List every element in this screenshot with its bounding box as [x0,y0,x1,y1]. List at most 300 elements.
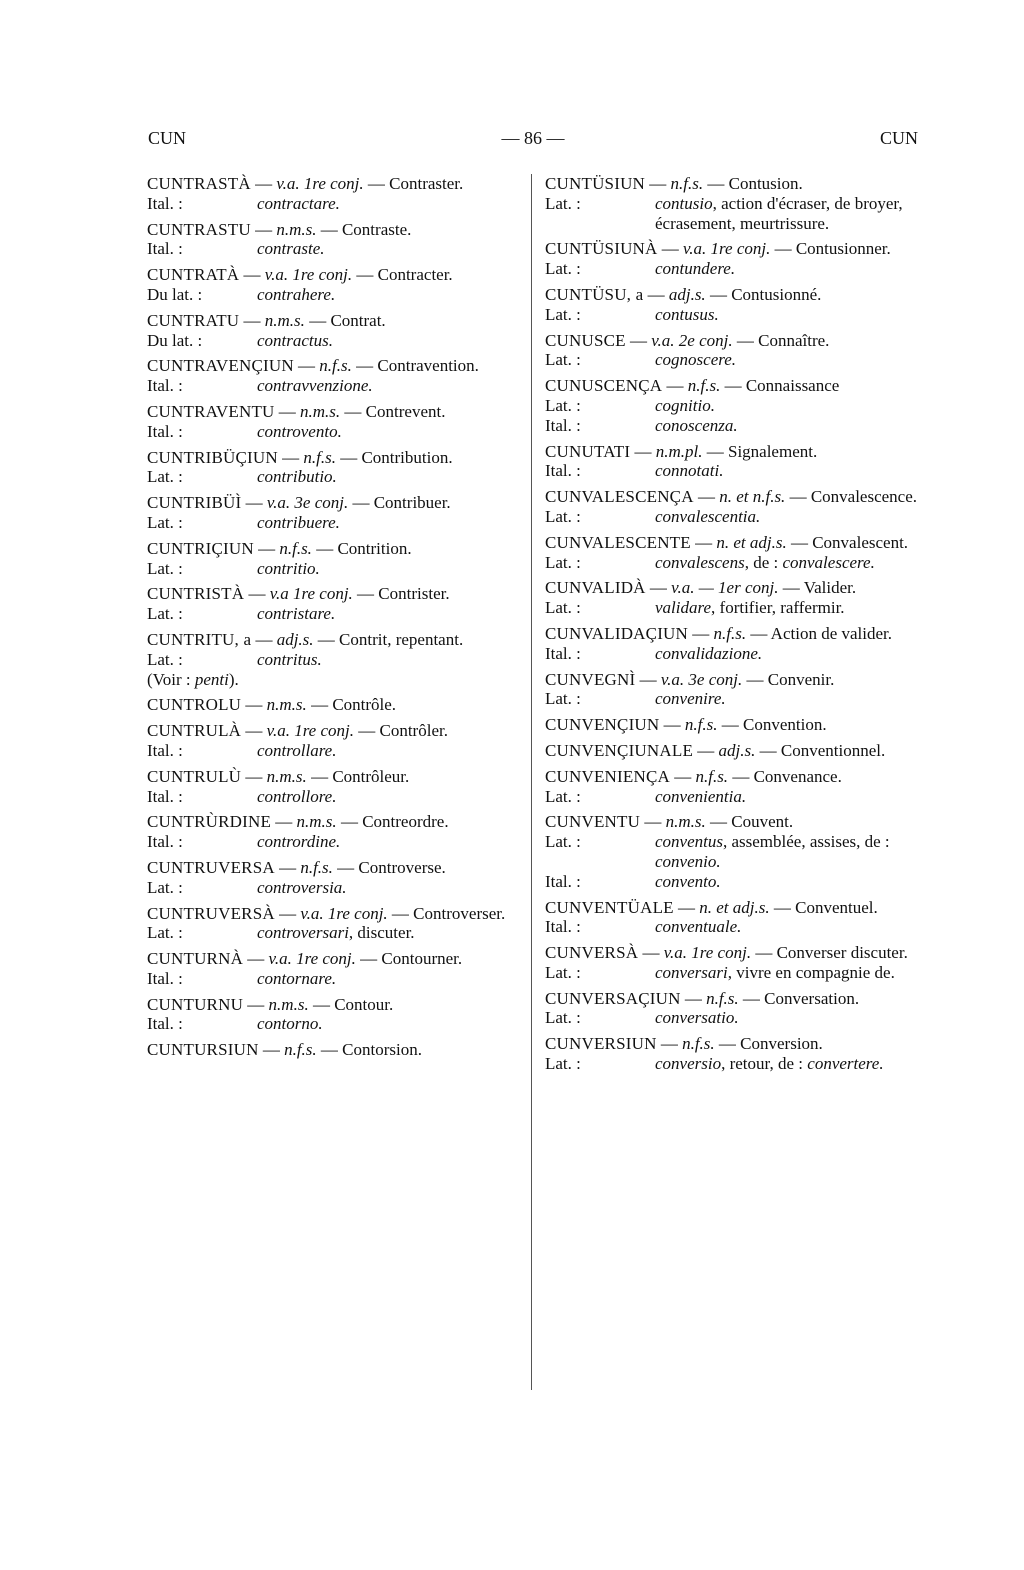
headword: CUNTRITU, a [147,629,252,649]
etymology-fragment: connotati. [655,461,724,481]
definition: Couvent. [731,812,794,832]
dictionary-entry [545,624,917,664]
definition: Contrition. [337,538,412,558]
headword: CUNTRUVERSÀ [147,903,275,923]
grammar-label: n.f.s. [670,174,704,193]
grammar-label: v.a. 1re conj. [266,721,354,741]
grammar-label: v.a. 1re conj. [663,943,752,963]
etymology-language: Lat. : [545,193,581,213]
etymology-fragment: contritio. [257,558,320,578]
etymology-language: Lat. : [545,350,581,370]
headword: CUNUSCE [545,330,626,350]
etymology-language: Lat. : [147,877,183,897]
grammar-label: n.f.s. [713,623,747,643]
etymology-line [545,832,917,872]
dictionary-entry [147,493,519,533]
etymology-line [147,604,519,624]
grammar-label: n.m.s. [266,695,307,715]
etymology-source [655,507,917,527]
headword: CUNVENÇIUNALE [545,740,694,760]
entry-headline: CUNVEGNÌ — v.a. 3e conj. — Convenir. [545,669,835,689]
headword: CUNVERSAÇIUN [545,988,681,1008]
grammar-label: n. et adj.s. [716,532,787,552]
dictionary-entry [147,539,519,579]
entry-headline: CUNTRUVERSÀ — v.a. 1re conj. — Controverser. [147,903,506,923]
etymology-fragment: contraste. [257,239,325,259]
dictionary-entry [545,442,917,482]
etymology-language: Lat. : [545,598,581,618]
etymology-fragment: conversatio. [655,1008,739,1028]
cross-reference [147,670,519,690]
etymology-fragment: contractare. [257,193,340,213]
etymology-source [655,598,917,618]
definition: Contrôle. [332,695,397,715]
etymology-line [147,878,519,898]
headword: CUNTÜSU, a [545,284,644,304]
etymology-source [257,239,519,259]
headword: CUNTRATU [147,310,240,330]
headword: CUNUSCENÇA [545,376,663,396]
grammar-label: n.f.s. [695,766,729,786]
definition: Convenir. [767,669,835,689]
etymology-fragment: , assemblée, assises, de : [722,832,890,852]
dictionary-entry [545,533,917,573]
headword: CUNVENTÜALE [545,897,674,917]
grammar-label: v.a 1re conj. [269,584,353,604]
dictionary-entry [147,356,519,396]
entry-headline: CUNTRAVENTU — n.m.s. — Contrevent. [147,401,446,421]
headword: CUNTRÙRDINE [147,812,272,832]
headword: CUNTRULÙ [147,766,242,786]
etymology-source [257,604,519,624]
etymology-language: Lat. : [545,1054,581,1074]
etymology-fragment: convento. [655,871,721,891]
entry-headline: CUNVALIDÀ — v.a. — 1er conj. — Valider. [545,578,857,598]
headword: CUNTRUVERSA [147,857,275,877]
etymology-language: Ital. : [545,415,581,435]
headword: CUNVEGNÌ [545,669,636,689]
entry-headline: CUNTRUVERSA — n.f.s. — Controverse. [147,857,446,877]
etymology-fragment: validare [655,598,712,618]
grammar-label: v.a. 1re conj. [276,174,364,193]
entry-headline: CUNTRULÙ — n.m.s. — Contrôleur. [147,766,410,786]
grammar-label: n.f.s. [284,1040,317,1060]
entry-headline: CUNTROLU — n.m.s. — Contrôle. [147,695,397,715]
etymology-language: Ital. : [147,421,183,441]
headword: CUNVENIENÇA [545,766,670,786]
etymology-source [655,553,917,573]
headword: CUNTRASTU [147,219,251,239]
etymology-fragment: controllare. [257,740,337,760]
etymology-source [257,513,519,533]
grammar-label: n.m.s. [268,994,309,1014]
entry-headline: CUNVALIDAÇIUN — n.f.s. — Action de valider. [545,623,892,643]
grammar-label: v.a. — 1er conj. [671,578,779,598]
etymology-line [545,461,917,481]
etymology-line [545,396,917,416]
etymology-fragment: contravvenzione. [257,376,373,396]
entry-headline: CUNVALESCENTE — n. et adj.s. — Convalescent. [545,532,909,552]
etymology-fragment: , discuter. [348,923,415,943]
etymology-language: Ital. : [147,740,183,760]
dictionary-entry [545,174,917,233]
etymology-line [545,917,917,937]
dictionary-entry [147,174,519,214]
etymology-fragment: contorno. [257,1014,323,1034]
grammar-label: v.a. 2e conj. [651,330,733,350]
etymology-source [655,872,917,892]
headword: CUNTROLU [147,695,242,715]
etymology-source [257,650,519,670]
dictionary-entry [545,715,917,735]
etymology-source [655,416,917,436]
headword: CUNVALESCENÇA [545,487,694,507]
entry-headline: CUNTURSIUN — n.f.s. — Contorsion. [147,1040,422,1060]
grammar-label: n.f.s. [706,988,739,1008]
definition: Contour. [334,994,394,1014]
etymology-source [655,1008,917,1028]
etymology-language: Lat. : [147,558,183,578]
entry-headline: CUNTRÙRDINE — n.m.s. — Contreordre. [147,812,449,832]
dictionary-entry [147,1040,519,1060]
etymology-line [147,741,519,761]
definition: Contrevent. [365,401,446,421]
definition: Contrôleur. [332,766,410,786]
etymology-source [655,917,917,937]
etymology-line [147,1014,519,1034]
definition: Contusion. [728,174,803,193]
etymology-line [545,194,917,234]
definition: Contusionné. [731,284,822,304]
grammar-label: v.a. 3e conj. [660,669,743,689]
etymology-fragment: contristare. [257,604,336,624]
dictionary-entry [147,995,519,1035]
dictionary-entry [545,331,917,371]
dictionary-entry [545,741,917,761]
grammar-label: v.a. 3e conj. [266,493,349,513]
definition: Contorsion. [342,1040,422,1060]
etymology-source [655,259,917,279]
definition: Contrit, repentant. [339,629,464,649]
etymology-source [257,285,519,305]
etymology-language: Lat. : [147,604,183,624]
cross-reference-fragment: penti [194,669,229,689]
etymology-line [147,969,519,989]
etymology-language: Ital. : [545,917,581,937]
headword: CUNTRIBÜÌ [147,493,242,513]
etymology-fragment: convenire. [655,689,726,709]
definition: Contribution. [361,447,453,467]
etymology-line [147,832,519,852]
definition: Converser discuter. [776,943,908,963]
page-header [148,128,918,154]
grammar-label: n.m.s. [665,812,706,832]
etymology-fragment: convalidazione. [655,643,763,663]
grammar-label: n.f.s. [300,857,333,877]
definition: Contourner. [381,949,463,969]
etymology-source [655,787,917,807]
etymology-line [545,963,917,983]
etymology-fragment: , de : [744,552,783,572]
etymology-language: Lat. : [545,259,581,279]
etymology-source [655,350,917,370]
etymology-line [545,553,917,573]
entry-headline: CUNTRATU — n.m.s. — Contrat. [147,310,386,330]
grammar-label: n.m.s. [276,219,317,239]
grammar-label: v.a. 1re conj. [683,239,771,259]
etymology-line [545,689,917,709]
grammar-label: n.f.s. [687,376,721,396]
entry-headline: CUNUSCENÇA — n.f.s. — Connaissance [545,376,840,396]
etymology-fragment: controllore. [257,786,337,806]
dictionary-entry [545,376,917,435]
etymology-line [147,923,519,943]
etymology-line [545,598,917,618]
headword: CUNTRASTÀ [147,174,251,193]
etymology-line [147,331,519,351]
etymology-source [655,396,917,416]
etymology-fragment: controvento. [257,421,342,441]
entry-headline: CUNTRASTÀ — v.a. 1re conj. — Contraster. [147,174,464,193]
definition: Contracter. [377,265,453,285]
etymology-fragment: contritus. [257,649,322,669]
entry-headline: CUNTRIBÜÇIUN — n.f.s. — Contribution. [147,447,453,467]
definition: Convenance. [753,766,842,786]
entry-headline: CUNTURNU — n.m.s. — Contour. [147,994,394,1014]
entry-headline: CUNTRAVENÇIUN — n.f.s. — Contravention. [147,356,479,376]
grammar-label: v.a. 1re conj. [300,903,388,923]
etymology-fragment: contractus. [257,330,334,350]
etymology-line [545,305,917,325]
entry-headline: CUNUSCE — v.a. 2e conj. — Connaître. [545,330,830,350]
etymology-line [147,376,519,396]
headword: CUNTURNU [147,994,244,1014]
dictionary-entry [147,311,519,351]
entry-headline: CUNVENÇIUNALE — adj.s. — Conventionnel. [545,740,886,760]
etymology-language: Lat. : [545,304,581,324]
etymology-language: Ital. : [147,193,183,213]
headword: CUNVERSÀ [545,943,639,963]
etymology-source [655,963,917,983]
etymology-line [545,872,917,892]
etymology-fragment: cognoscere. [655,350,737,370]
dictionary-entry [147,767,519,807]
right-column [545,174,917,1080]
etymology-line [147,787,519,807]
dictionary-entry [545,989,917,1029]
definition: Convalescent. [812,532,909,552]
definition: Action de valider. [770,623,892,643]
etymology-source [257,969,519,989]
etymology-fragment: contributio. [257,467,337,487]
grammar-label: n. et n.f.s. [719,487,786,507]
etymology-language: Ital. : [147,832,183,852]
etymology-line [545,507,917,527]
grammar-label: n.f.s. [303,447,336,467]
etymology-fragment: contornare. [257,968,337,988]
entry-headline: CUNVENTÜALE — n. et adj.s. — Conventuel. [545,897,878,917]
etymology-fragment: conoscenza. [655,415,738,435]
grammar-label: n.f.s. [279,538,312,558]
grammar-label: n.f.s. [319,356,352,376]
grammar-label: n.f.s. [682,1034,715,1054]
etymology-line [147,467,519,487]
dictionary-entry [147,630,519,689]
entry-headline: CUNVERSÀ — v.a. 1re conj. — Converser discuter. [545,943,908,963]
etymology-fragment: controversari [257,923,349,943]
etymology-source [655,461,917,481]
etymology-line [147,513,519,533]
etymology-fragment: contusus. [655,304,719,324]
entry-headline: CUNTURNÀ — v.a. 1re conj. — Contourner. [147,949,463,969]
etymology-fragment: convalescentia. [655,506,761,526]
entry-headline: CUNVENTU — n.m.s. — Couvent. [545,812,794,832]
etymology-source [257,741,519,761]
entry-headline: CUNTRISTÀ — v.a 1re conj. — Contrister. [147,584,450,604]
grammar-label: n.m.s. [264,310,305,330]
etymology-language: Lat. : [147,467,183,487]
etymology-line [545,416,917,436]
dictionary-entry [147,949,519,989]
etymology-language: Lat. : [545,1008,581,1028]
running-head-right: CUN [879,128,918,148]
dictionary-entry [545,239,917,279]
definition: Connaissance [745,376,840,396]
definition: Contrister. [378,584,450,604]
headword: CUNTURNÀ [147,949,244,969]
headword: CUNTÜSIUN [545,174,646,193]
headword: CUNTRULÀ [147,721,242,741]
etymology-fragment: , retour, de : [721,1054,808,1074]
dictionary-entry [147,402,519,442]
definition: Conversion. [740,1034,823,1054]
etymology-source [655,832,917,872]
grammar-label: adj.s. [668,284,706,304]
column-divider [531,174,532,1390]
etymology-language: Ital. : [147,1014,183,1034]
etymology-fragment: contusio [655,193,713,213]
entry-headline: CUNTRULÀ — v.a. 1re conj. — Contrôler. [147,721,448,741]
definition: Contraster. [389,174,464,193]
etymology-fragment: convenio. [655,851,721,871]
etymology-source [257,923,519,943]
etymology-fragment: cognitio. [655,395,715,415]
etymology-line [147,422,519,442]
etymology-language: Ital. : [147,376,183,396]
definition: Contrat. [330,310,386,330]
dictionary-entry [545,285,917,325]
cross-reference-fragment: ). [228,669,239,689]
definition: Conventionnel. [780,740,886,760]
etymology-fragment: controversia. [257,877,347,897]
etymology-source [257,878,519,898]
etymology-line [545,1008,917,1028]
etymology-source [655,1054,917,1074]
headword: CUNVERSIUN [545,1034,657,1054]
etymology-fragment: convalescere. [782,552,875,572]
etymology-line [545,644,917,664]
etymology-source [655,194,917,234]
etymology-fragment: contribuere. [257,512,340,532]
definition: Controverser. [413,903,506,923]
grammar-label: v.a. 1re conj. [268,949,356,969]
headword: CUNVENÇIUN [545,715,660,735]
etymology-line [147,559,519,579]
etymology-fragment: , action d'écraser, de broyer, écrasement, meurtrissure. [655,193,903,233]
etymology-source [257,1014,519,1034]
etymology-fragment: convalescens [655,552,745,572]
definition: Convention. [742,715,827,735]
etymology-fragment: conversio [655,1054,722,1074]
etymology-line [147,650,519,670]
etymology-language: Lat. : [545,786,581,806]
definition: Convalescence. [810,487,918,507]
headword: CUNTRIÇIUN [147,538,254,558]
definition: Contravention. [377,356,479,376]
etymology-language: Lat. : [545,552,581,572]
definition: Contusionner. [795,239,891,259]
etymology-source [257,467,519,487]
headword: CUNVALIDAÇIUN [545,623,689,643]
etymology-language: Du lat. : [147,284,203,304]
definition: Conversation. [764,988,860,1008]
etymology-source [655,644,917,664]
headword: CUNTRIBÜÇIUN [147,447,278,467]
dictionary-entry [147,448,519,488]
entry-headline: CUNVERSIUN — n.f.s. — Conversion. [545,1034,823,1054]
etymology-line [147,285,519,305]
running-head-left: CUN [148,128,187,148]
dictionary-entry [545,487,917,527]
headword: CUNVALIDÀ [545,578,646,598]
etymology-language: Ital. : [147,239,183,259]
etymology-line [147,239,519,259]
etymology-language: Lat. : [545,832,581,852]
etymology-source [257,376,519,396]
headword: CUNTÜSIUNÀ [545,239,658,259]
dictionary-entry [147,695,519,715]
etymology-line [545,787,917,807]
entry-headline: CUNVERSAÇIUN — n.f.s. — Conversation. [545,988,860,1008]
left-column [147,174,519,1066]
etymology-language: Ital. : [545,643,581,663]
entry-headline: CUNVALESCENÇA — n. et n.f.s. — Convalescence. [545,487,918,507]
definition: Signalement. [727,441,818,461]
headword: CUNTRAVENÇIUN [147,356,294,376]
etymology-fragment: contundere. [655,259,736,279]
etymology-language: Ital. : [147,786,183,806]
etymology-language: Ital. : [147,968,183,988]
etymology-language: Lat. : [147,923,183,943]
etymology-source [257,194,519,214]
etymology-fragment: conversari [655,962,728,982]
grammar-label: adj.s. [276,629,314,649]
entry-headline: CUNTRIÇIUN — n.f.s. — Contrition. [147,538,412,558]
etymology-line [147,194,519,214]
dictionary-entry [545,812,917,891]
entry-headline: CUNVENIENÇA — n.f.s. — Convenance. [545,766,842,786]
etymology-line [545,1054,917,1074]
grammar-label: adj.s. [718,740,756,760]
entry-headline: CUNTRITU, a — adj.s. — Contrit, repentant. [147,629,464,649]
definition: Conventuel. [795,897,878,917]
dictionary-entry [147,812,519,852]
etymology-language: Lat. : [147,649,183,669]
etymology-language: Lat. : [147,512,183,532]
dictionary-entry [545,767,917,807]
etymology-language: Ital. : [545,871,581,891]
etymology-line [545,259,917,279]
